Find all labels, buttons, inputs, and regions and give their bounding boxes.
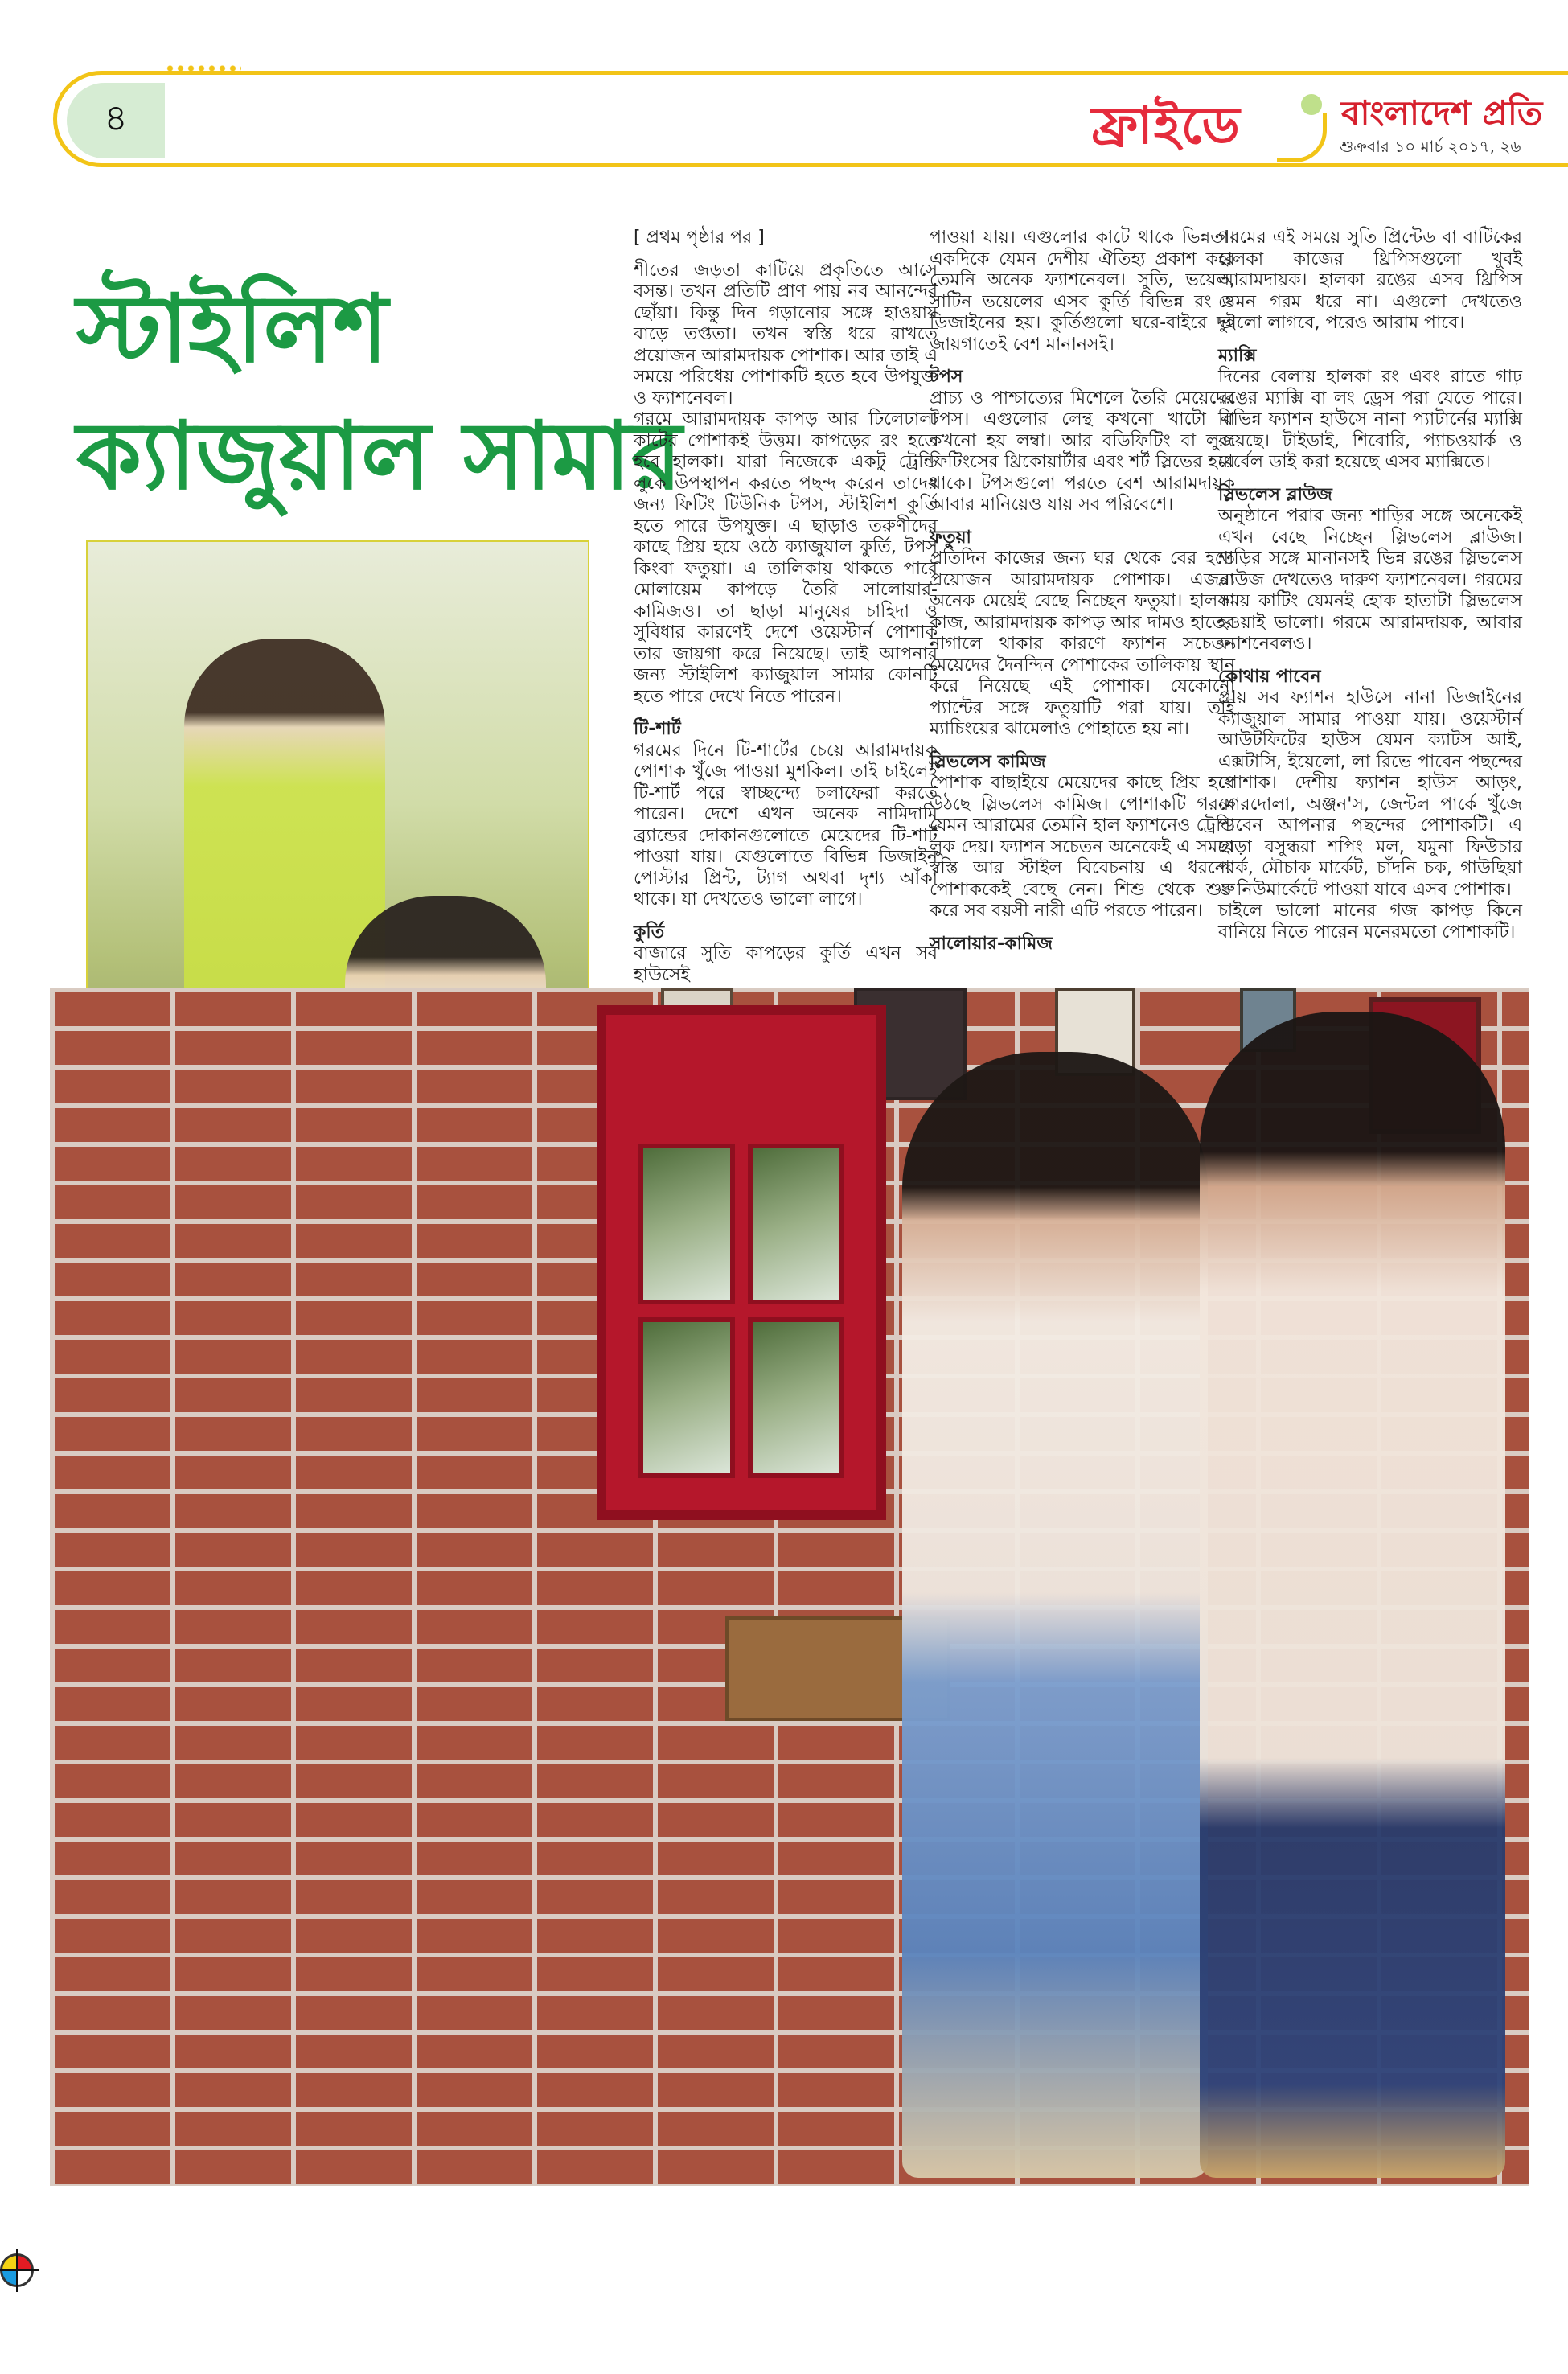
- section-title: ফ্রাইডে: [1091, 96, 1241, 156]
- continued-note: [ প্রথম পৃষ্ঠার পর ]: [634, 228, 765, 248]
- leaf-icon: [1301, 94, 1322, 115]
- header-dots: [165, 64, 241, 72]
- registration-line: [16, 2249, 18, 2292]
- subheading: কুর্তি: [634, 922, 665, 943]
- photo-model-white-top: [902, 1052, 1208, 2178]
- subheading: ফতুয়া: [930, 527, 971, 548]
- article-title-line1: স্টাইলিশ: [76, 274, 388, 384]
- paragraph: প্রতিদিন কাজের জন্য ঘর থেকে বের হতে প্রয়োজন আরামদায়ক পোশাক। এজন্য অনেক মেয়েই বেছে নিচ্ছেন ফতুয়া। হালকা কাজ, আরামদায়ক কাপড় আর দামও হাতের নাগালে থাকার কারণে ফ্যাশন সচেতন মেয়েদের দৈনন্দিন পোশাকের তালিকায় স্থান করে নিয়েছে এই পোশাক। যেকোনো প্যান্টের সঙ্গে ফতুয়াটি পরা যায়। তাই ম্যাচিংয়ের ঝামেলাও পোহাতে হয় না।: [930, 548, 1235, 739]
- subheading: কোথায় পাবেন: [1218, 666, 1321, 687]
- paragraph: অনুষ্ঠানে পরার জন্য শাড়ির সঙ্গে অনেকেই এখন বেছে নিচ্ছেন স্লিভলেস ব্লাউজ। শাড়ির সঙ্গে মানানসই ভিন্ন রঙের স্লিভলেস ব্লাউজ দেখতেও দারুণ ফ্যাশনেবল। গরমের সময় কাটিং যেমনই হোক হাতাটা স্লিভলেস হওয়াই ভালো। গরমে আরামদায়ক, আবার ফ্যাশনেবলও।: [1218, 506, 1522, 654]
- paragraph: গরমে আরামদায়ক কাপড় আর ঢিলেঢালা কাটের পোশাকই উত্তম। কাপড়ের রং হতে হবে হালকা। যারা নিজেকে একটু ট্রেন্ডি লুকে উপস্থাপন করতে পছন্দ করেন তাদের জন্য ফিটিং টিউনিক টপস, স্টাইলিশ কুর্তি হতে পারে উপযুক্ত। এ ছাড়াও তরুণীদের কাছে প্রিয় হয়ে ওঠে ক্যাজুয়াল কুর্তি, টপস কিংবা ফতুয়া। এ তালিকায় থাকতে পারে মোলায়েম কাপড়ে তৈরি সালোয়ার-কামিজও। তা ছাড়া মানুষের চাহিদা ও সুবিধার কারণেই দেশে ওয়েস্টার্ন পোশাক তার জায়গা করে নিয়েছে। তাই আপনার জন্য স্টাইলিশ ক্যাজুয়াল সামার কোনটি হতে পারে দেখে নিতে পারেন।: [634, 409, 938, 707]
- subheading: টপস: [930, 367, 963, 387]
- registration-line: [0, 2269, 39, 2271]
- newspaper-brand: বাংলাদেশ প্রতি: [1341, 93, 1543, 133]
- subheading: সালোয়ার-কামিজ: [930, 933, 1053, 954]
- photo-red-window: [597, 1005, 886, 1520]
- subheading: স্লিভলেস কামিজ: [930, 751, 1046, 772]
- subheading: স্লিভলেস ব্লাউজ: [1218, 484, 1332, 505]
- paragraph: শীতের জড়তা কাটিয়ে প্রকৃতিতে আসে বসন্ত। তখন প্রতিটি প্রাণ পায় নব আনন্দের ছোঁয়া। কিন্তু দিন গড়ানোর সঙ্গে হাওয়ায় বাড়ে তপ্ততা। তখন স্বস্তি ধরে রাখতে প্রয়োজন আরামদায়ক পোশাক। আর তাই এ সময়ে পরিধেয় পোশাকটি হতে হবে উপযুক্ত ও ফ্যাশনেবল।: [634, 260, 938, 409]
- paragraph: প্রাচ্য ও পাশ্চাত্যের মিশেলে তৈরি মেয়েদের টপস। এগুলোর লেন্থ কখনো খাটো বা কখনো হয় লম্বা। আর বডিফিটিং বা লুজ ফিটিংসের থ্রিকোয়ার্টার এবং শর্ট স্লিভের হয়ে থাকে। টপসগুলো পরতে বেশ আরামদায়ক আবার মানিয়েও যায় সব পরিবেশে।: [930, 388, 1235, 515]
- paragraph: প্রায় সব ফ্যাশন হাউসে নানা ডিজাইনের ক্যাজুয়াল সামার পাওয়া যায়। ওয়েস্টার্ন আউটফিটের হাউস যেমন ক্যাটস আই, এক্সটাসি, ইয়েলো, লা রিভে পাবেন পছন্দের পোশাক। দেশীয় ফ্যাশন হাউস আড়ং, নগরদোলা, অঞ্জন'স, জেন্টল পার্কে খুঁজে পাবেন আপনার পছন্দের পোশাকটি। এ ছাড়া বসুন্ধরা শপিং মল, যমুনা ফিউচার পার্ক, মৌচাক মার্কেট, চাঁদনি চক, গাউছিয়া ও নিউমার্কেটে পাওয়া যাবে এসব পোশাক।: [1218, 688, 1522, 900]
- photo-model-long-kurti: [1200, 1012, 1505, 2178]
- paragraph: পাওয়া যায়। এগুলোর কাটে থাকে ভিন্নতা। একদিকে যেমন দেশীয় ঐতিহ্য প্রকাশ করে তেমনি অনেক ফ্যাশনেবল। সুতি, ভয়েল, সাটিন ভয়েলের এসব কুর্তি বিভিন্ন রং ও ডিজাইনের হয়। কুর্তিগুলো ঘরে-বাইরে দুই জায়গাতেই বেশ মানানসই।: [930, 228, 1235, 355]
- page-number: ৪: [104, 96, 128, 139]
- article-column-3: [1218, 228, 1522, 943]
- paragraph: গরমের এই সময়ে সুতি প্রিন্টেড বা বাটিকের হালকা কাজের থ্রিপিসগুলো খুবই আরামদায়ক। হালকা রঙের এসব থ্রিপিস যেমন গরম ধরে না। এগুলো দেখতেও ভালো লাগবে, পরেও আরাম পাবে।: [1218, 228, 1522, 333]
- photo-models-brick-wall: [50, 988, 1529, 2186]
- paragraph: চাইলে ভালো মানের গজ কাপড় কিনে বানিয়ে নিতে পারেন মনেরমতো পোশাকটি।: [1218, 901, 1522, 943]
- issue-date: শুক্রবার ১০ মার্চ ২০১৭, ২৬: [1340, 137, 1521, 156]
- article-column-1: [634, 228, 938, 986]
- subheading: টি-শার্ট: [634, 719, 681, 739]
- paragraph: বাজারে সুতি কাপড়ের কুর্তি এখন সব হাউসেই: [634, 943, 938, 985]
- article-title-line2: ক্যাজুয়াল সামার: [76, 401, 683, 511]
- paragraph: পোশাক বাছাইয়ে মেয়েদের কাছে প্রিয় হয়ে উঠছে স্লিভলেস কামিজ। পোশাকটি গরমে যেমন আরামের তেমনি হাল ফ্যাশনেও ট্রেন্ডি লুক দেয়। ফ্যাশন সচেতন অনেকেই এ সময়ে স্বস্তি আর স্টাইল বিবেচনায় এ ধরনের পোশাককেই বেছে নেন। শিশু থেকে শুরু করে সব বয়সী নারী এটি পরতে পারেন।: [930, 773, 1235, 921]
- subheading: ম্যাক্সি: [1218, 345, 1257, 366]
- article-column-2: [930, 228, 1235, 955]
- paragraph: দিনের বেলায় হালকা রং এবং রাতে গাঢ় রঙের ম্যাক্সি বা লং ড্রেস পরা যেতে পারে। বিভিন্ন ফ্যাশন হাউসে নানা প্যাটার্নের ম্যাক্সি রয়েছে। টাইডাই, শিবোরি, প্যাচওয়ার্ক ও মার্বেল ডাই করা হয়েছে এসব ম্যাক্সিতে।: [1218, 367, 1522, 472]
- paragraph: গরমের দিনে টি-শার্টের চেয়ে আরামদায়ক পোশাক খুঁজে পাওয়া মুশকিল। তাই চাইলেই টি-শার্ট পরে স্বাচ্ছন্দ্যে চলাফেরা করতে পারেন। দেশে এখন অনেক নামিদামি ব্র্যান্ডের দোকানগুলোতে মেয়েদের টি-শার্ট পাওয়া যায়। যেগুলোতে বিভিন্ন ডিজাইন পোস্টার প্রিন্ট, ট্যাগ অথবা দৃশ্য আঁকা থাকে। যা দেখতেও ভালো লাগে।: [634, 740, 938, 910]
